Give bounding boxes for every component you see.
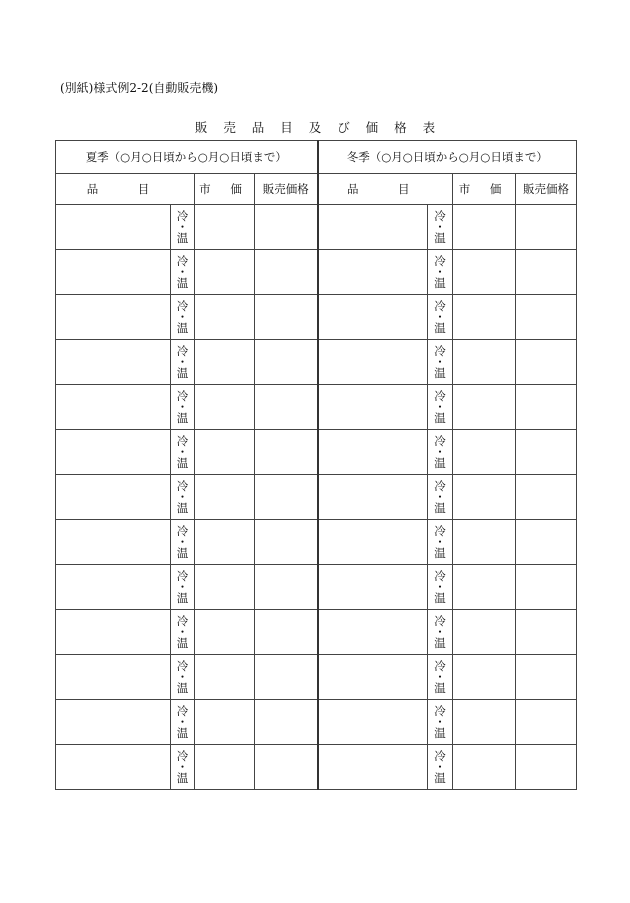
summer-cold-warm-mark [171, 385, 195, 430]
type-mark-dot: ・ [434, 759, 446, 774]
winter-sale-price-cell[interactable] [516, 340, 577, 385]
summer-sale-price-cell[interactable] [255, 610, 318, 655]
summer-cold-warm-mark [171, 250, 195, 295]
summer-item-header: 品 目 [56, 174, 195, 205]
winter-cold-warm-mark [428, 745, 453, 790]
type-mark-warm: 温 [434, 545, 446, 560]
type-mark-warm: 温 [434, 770, 446, 785]
winter-sale-price-cell[interactable] [516, 700, 577, 745]
type-mark-cold: 冷 [176, 208, 189, 223]
summer-cold-warm-mark [171, 295, 195, 340]
winter-item-cell[interactable] [318, 520, 428, 565]
type-mark-dot: ・ [434, 714, 446, 729]
summer-market-price-cell[interactable] [195, 295, 255, 340]
type-mark-cold: 冷 [176, 703, 189, 718]
summer-sale-price-cell[interactable] [255, 205, 318, 250]
type-mark-dot: ・ [176, 444, 189, 459]
winter-cold-warm-mark [428, 565, 453, 610]
winter-cold-warm-mark [428, 655, 453, 700]
summer-item-cell[interactable] [56, 475, 171, 520]
winter-market-price-cell[interactable] [453, 520, 516, 565]
winter-market-price-cell[interactable] [453, 295, 516, 340]
summer-market-price-cell[interactable] [195, 745, 255, 790]
type-mark-dot: ・ [176, 624, 189, 639]
table-row [56, 700, 577, 745]
type-mark-warm: 温 [176, 770, 189, 785]
winter-market-price-cell[interactable] [453, 565, 516, 610]
type-mark-dot: ・ [176, 714, 189, 729]
winter-item-cell[interactable] [318, 295, 428, 340]
winter-cold-warm-mark [428, 295, 453, 340]
type-mark-cold: 冷 [434, 253, 446, 268]
summer-market-price-cell[interactable] [195, 340, 255, 385]
winter-sale-price-cell[interactable] [516, 745, 577, 790]
type-mark-dot: ・ [176, 354, 189, 369]
winter-sale-price-header: 販売価格 [516, 174, 577, 205]
winter-cold-warm-mark [428, 250, 453, 295]
summer-item-cell[interactable] [56, 295, 171, 340]
type-mark-dot: ・ [176, 399, 189, 414]
summer-item-cell[interactable] [56, 700, 171, 745]
winter-cold-warm-mark [428, 340, 453, 385]
type-mark-warm: 温 [434, 680, 446, 695]
type-mark-warm: 温 [434, 725, 446, 740]
winter-item-cell[interactable] [318, 340, 428, 385]
summer-sale-price-cell[interactable] [255, 520, 318, 565]
type-mark-warm: 温 [176, 635, 189, 650]
summer-market-price-cell[interactable] [195, 205, 255, 250]
winter-market-price-cell[interactable] [453, 655, 516, 700]
type-mark-warm: 温 [176, 590, 189, 605]
type-mark-cold: 冷 [176, 523, 189, 538]
type-mark-cold: 冷 [434, 343, 446, 358]
summer-item-cell[interactable] [56, 565, 171, 610]
summer-cold-warm-mark [171, 340, 195, 385]
summer-cold-warm-mark [171, 655, 195, 700]
type-mark-warm: 温 [176, 410, 189, 425]
summer-sale-price-cell[interactable] [255, 295, 318, 340]
type-mark-cold: 冷 [434, 613, 446, 628]
type-mark-cold: 冷 [434, 658, 446, 673]
table-row [56, 250, 577, 295]
type-mark-warm: 温 [434, 455, 446, 470]
type-mark-cold: 冷 [176, 433, 189, 448]
table-row [56, 295, 577, 340]
winter-item-cell[interactable] [318, 475, 428, 520]
type-mark-cold: 冷 [434, 298, 446, 313]
type-mark-warm: 温 [176, 725, 189, 740]
winter-item-cell[interactable] [318, 565, 428, 610]
type-mark-cold: 冷 [434, 208, 446, 223]
winter-sale-price-cell[interactable] [516, 565, 577, 610]
winter-market-price-cell[interactable] [453, 385, 516, 430]
season-header-row [56, 141, 577, 174]
summer-sale-price-cell[interactable] [255, 475, 318, 520]
table-row [56, 565, 577, 610]
summer-season-label: 夏季（○月○日頃から○月○日頃まで） [56, 141, 318, 174]
winter-cold-warm-mark [428, 520, 453, 565]
type-mark-cold: 冷 [434, 523, 446, 538]
summer-market-price-cell[interactable] [195, 475, 255, 520]
type-mark-dot: ・ [434, 669, 446, 684]
winter-sale-price-cell[interactable] [516, 475, 577, 520]
winter-sale-price-cell[interactable] [516, 430, 577, 475]
document-title: 販 売 品 目 及 び 価 格 表 [194, 120, 442, 135]
summer-item-cell[interactable] [56, 250, 171, 295]
summer-cold-warm-mark [171, 205, 195, 250]
winter-sale-price-cell[interactable] [516, 250, 577, 295]
table-row [56, 610, 577, 655]
summer-item-cell[interactable] [56, 340, 171, 385]
summer-market-price-cell[interactable] [195, 430, 255, 475]
type-mark-warm: 温 [176, 320, 189, 335]
type-mark-cold: 冷 [176, 568, 189, 583]
summer-cold-warm-mark [171, 745, 195, 790]
winter-item-cell[interactable] [318, 430, 428, 475]
summer-item-cell[interactable] [56, 655, 171, 700]
winter-market-price-header: 市 価 [453, 174, 516, 205]
type-mark-warm: 温 [176, 365, 189, 380]
summer-sale-price-cell[interactable] [255, 430, 318, 475]
column-header-row [56, 174, 577, 205]
winter-market-price-cell[interactable] [453, 205, 516, 250]
type-mark-dot: ・ [434, 579, 446, 594]
type-mark-dot: ・ [434, 624, 446, 639]
winter-item-cell[interactable] [318, 610, 428, 655]
summer-market-price-cell[interactable] [195, 655, 255, 700]
type-mark-dot: ・ [434, 219, 446, 234]
type-mark-cold: 冷 [434, 433, 446, 448]
winter-cold-warm-mark [428, 610, 453, 655]
winter-item-cell[interactable] [318, 745, 428, 790]
type-mark-dot: ・ [176, 759, 189, 774]
winter-item-cell[interactable] [318, 250, 428, 295]
type-mark-cold: 冷 [176, 343, 189, 358]
summer-item-cell[interactable] [56, 520, 171, 565]
type-mark-dot: ・ [176, 579, 189, 594]
type-mark-dot: ・ [176, 534, 189, 549]
table-row [56, 475, 577, 520]
type-mark-dot: ・ [176, 489, 189, 504]
winter-sale-price-cell[interactable] [516, 385, 577, 430]
winter-sale-price-cell[interactable] [516, 520, 577, 565]
type-mark-warm: 温 [176, 455, 189, 470]
summer-cold-warm-mark [171, 520, 195, 565]
summer-cold-warm-mark [171, 700, 195, 745]
type-mark-warm: 温 [434, 365, 446, 380]
form-label: (別紙)様式例2-2(自動販売機) [60, 81, 219, 95]
summer-sale-price-cell[interactable] [255, 340, 318, 385]
summer-sale-price-cell[interactable] [255, 385, 318, 430]
type-mark-warm: 温 [434, 410, 446, 425]
winter-market-price-cell[interactable] [453, 430, 516, 475]
winter-market-price-cell[interactable] [453, 250, 516, 295]
table-row [56, 205, 577, 250]
table-row [56, 745, 577, 790]
summer-market-price-cell[interactable] [195, 250, 255, 295]
type-mark-warm: 温 [176, 545, 189, 560]
type-mark-dot: ・ [434, 399, 446, 414]
winter-market-price-cell[interactable] [453, 610, 516, 655]
type-mark-cold: 冷 [434, 568, 446, 583]
winter-sale-price-cell[interactable] [516, 205, 577, 250]
type-mark-warm: 温 [176, 500, 189, 515]
summer-market-price-cell[interactable] [195, 520, 255, 565]
type-mark-cold: 冷 [176, 613, 189, 628]
table-row [56, 520, 577, 565]
winter-cold-warm-mark [428, 430, 453, 475]
winter-cold-warm-mark [428, 385, 453, 430]
winter-market-price-cell[interactable] [453, 475, 516, 520]
table-row [56, 340, 577, 385]
summer-sale-price-cell[interactable] [255, 745, 318, 790]
summer-market-price-cell[interactable] [195, 385, 255, 430]
type-mark-warm: 温 [434, 275, 446, 290]
winter-item-cell[interactable] [318, 385, 428, 430]
type-mark-cold: 冷 [176, 478, 189, 493]
type-mark-dot: ・ [176, 264, 189, 279]
winter-sale-price-cell[interactable] [516, 610, 577, 655]
type-mark-warm: 温 [434, 635, 446, 650]
summer-cold-warm-mark [171, 430, 195, 475]
type-mark-cold: 冷 [434, 478, 446, 493]
winter-cold-warm-mark [428, 475, 453, 520]
type-mark-dot: ・ [434, 444, 446, 459]
summer-sale-price-cell[interactable] [255, 655, 318, 700]
winter-market-price-cell[interactable] [453, 700, 516, 745]
summer-market-price-cell[interactable] [195, 565, 255, 610]
summer-item-cell[interactable] [56, 745, 171, 790]
price-table [55, 140, 577, 790]
type-mark-warm: 温 [434, 320, 446, 335]
type-mark-cold: 冷 [434, 388, 446, 403]
winter-sale-price-cell[interactable] [516, 655, 577, 700]
winter-item-cell[interactable] [318, 700, 428, 745]
summer-cold-warm-mark [171, 475, 195, 520]
winter-item-cell[interactable] [318, 655, 428, 700]
table-row [56, 430, 577, 475]
winter-market-price-cell[interactable] [453, 745, 516, 790]
summer-market-price-cell[interactable] [195, 700, 255, 745]
summer-cold-warm-mark [171, 610, 195, 655]
type-mark-warm: 温 [434, 500, 446, 515]
summer-cold-warm-mark [171, 565, 195, 610]
type-mark-cold: 冷 [176, 298, 189, 313]
summer-sale-price-cell[interactable] [255, 250, 318, 295]
winter-item-cell[interactable] [318, 205, 428, 250]
winter-sale-price-cell[interactable] [516, 295, 577, 340]
type-mark-warm: 温 [176, 230, 189, 245]
type-mark-dot: ・ [176, 669, 189, 684]
table-row [56, 385, 577, 430]
summer-market-price-header: 市 価 [195, 174, 255, 205]
type-mark-dot: ・ [176, 219, 189, 234]
winter-item-header: 品 目 [318, 174, 453, 205]
winter-cold-warm-mark [428, 205, 453, 250]
summer-item-cell[interactable] [56, 610, 171, 655]
type-mark-cold: 冷 [434, 703, 446, 718]
winter-market-price-cell[interactable] [453, 340, 516, 385]
type-mark-dot: ・ [434, 354, 446, 369]
type-mark-dot: ・ [434, 309, 446, 324]
type-mark-cold: 冷 [176, 658, 189, 673]
type-mark-dot: ・ [434, 489, 446, 504]
summer-market-price-cell[interactable] [195, 610, 255, 655]
type-mark-dot: ・ [176, 309, 189, 324]
winter-cold-warm-mark [428, 700, 453, 745]
type-mark-dot: ・ [434, 534, 446, 549]
type-mark-cold: 冷 [176, 388, 189, 403]
type-mark-cold: 冷 [176, 748, 189, 763]
type-mark-warm: 温 [176, 275, 189, 290]
type-mark-cold: 冷 [434, 748, 446, 763]
type-mark-warm: 温 [434, 590, 446, 605]
summer-sale-price-header: 販売価格 [255, 174, 318, 205]
summer-item-cell[interactable] [56, 430, 171, 475]
summer-item-cell[interactable] [56, 385, 171, 430]
summer-sale-price-cell[interactable] [255, 565, 318, 610]
type-mark-cold: 冷 [176, 253, 189, 268]
type-mark-dot: ・ [434, 264, 446, 279]
summer-sale-price-cell[interactable] [255, 700, 318, 745]
winter-season-label: 冬季（○月○日頃から○月○日頃まで） [318, 141, 577, 174]
type-mark-warm: 温 [176, 680, 189, 695]
summer-item-cell[interactable] [56, 205, 171, 250]
table-row [56, 655, 577, 700]
type-mark-warm: 温 [434, 230, 446, 245]
